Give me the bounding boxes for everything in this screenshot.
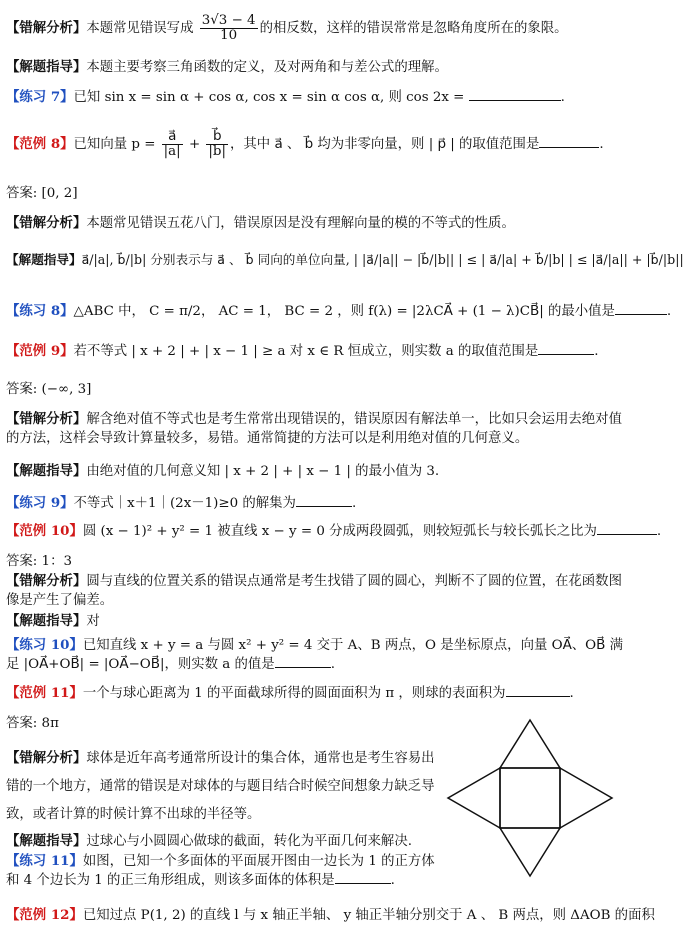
answer-blank[interactable]: [469, 88, 561, 101]
error-analysis-line: [6, 572, 634, 610]
fraction-numerator: b⃗: [206, 130, 228, 145]
answer-blank[interactable]: [335, 871, 391, 884]
example-8-line: [6, 130, 634, 159]
answer-blank[interactable]: [615, 302, 667, 315]
error-analysis-tag: 【错解分析】: [6, 750, 87, 766]
answer-blank[interactable]: [539, 135, 599, 148]
solution-guide-line: [6, 462, 634, 481]
exercise-7-line: [6, 88, 634, 107]
error-analysis-tag: 【错解分析】: [6, 215, 87, 231]
polyhedron-net-figure: [440, 718, 640, 888]
error-analysis-line: [6, 14, 634, 43]
text: 本题常见错误五花八门，错误原因是没有理解向量的模的不等式的性质。: [86, 216, 515, 231]
text: △ABC 中， C = π/2， AC = 1， BC = 2 ，则 f(λ) = |2λCA⃗ + (1 − λ)CB⃗| 的最小值是: [73, 304, 615, 319]
error-analysis-line: [6, 744, 440, 829]
text: a⃗/|a|, b⃗/|b|: [81, 252, 147, 267]
text: .: [656, 524, 662, 539]
error-analysis-tag: 【错解分析】: [6, 573, 87, 589]
text: 如图，已知一个多面体的平面展开图由一边长为 1 的正方体和 4 个边长为 1 的正三角形组成，则该多面体的体积是: [6, 854, 435, 888]
text: 本题主要考察三角函数的定义，及对两角和与差公式的理解。: [86, 60, 448, 75]
answer-blank[interactable]: [296, 494, 352, 507]
solution-guide-tag: 【解题指导】: [6, 833, 87, 849]
text: .: [390, 873, 395, 888]
net-triangle-left: [448, 768, 500, 828]
fraction: [162, 130, 183, 159]
example-tag: 【范例 8】: [6, 136, 74, 152]
fraction: [206, 130, 228, 159]
text: 若不等式 | x + 2 | + | x − 1 | ≥ a 对 x ∈ R 恒成立，则实数 a 的取值范围是: [73, 344, 539, 359]
solution-guide-line: [6, 58, 634, 77]
text: 分别表示与 a⃗ 、 b⃗ 同向的单位向量,: [146, 252, 354, 267]
text: 解含绝对值不等式也是考生常常出现错误的，错误原因有解法单一，比如只会运用去绝对值的方法，这样会导致计算量较多，易错。通常简捷的方法可以是利用绝对值的几何意义。: [6, 412, 622, 446]
text: .: [569, 686, 574, 701]
text: .: [330, 657, 335, 672]
exercise-tag: 【练习 7】: [6, 89, 74, 105]
text: 已知向量 p =: [73, 137, 160, 152]
example-9-line: [6, 342, 634, 361]
text: 已知过点 P(1, 2) 的直线 l 与 x 轴正半轴、 y 轴正半轴分别交于 A 、 B 两点，则 ΔAOB 的面积: [82, 908, 655, 923]
text: 本题常见错误写成: [86, 21, 194, 36]
solution-guide-tag: 【解题指导】: [6, 463, 87, 479]
text: 已知 sin x = sin α + cos α, cos x = sin α cos α, 则 cos 2x =: [73, 90, 469, 105]
solution-guide-tag: 【解题指导】: [6, 613, 87, 629]
exercise-tag: 【练习 9】: [6, 495, 74, 511]
exercise-tag: 【练习 10】: [6, 637, 83, 653]
answer-line: 答案: [0, 2]: [6, 186, 78, 201]
text: | |a⃗/|a|| − |b⃗/|b|| | ≤ | a⃗/|a| + b⃗/|b| | ≤ |a⃗/|a|| + |b⃗/|b||: [353, 252, 684, 267]
example-12-line: [6, 906, 655, 925]
net-triangle-top: [500, 720, 560, 768]
text: 对: [86, 614, 100, 629]
text: .: [351, 496, 357, 511]
fraction-denominator: 10: [220, 28, 238, 43]
text: .: [666, 304, 672, 319]
fraction-denominator: |b|: [208, 144, 227, 159]
fraction-denominator: |a|: [163, 144, 181, 159]
text: 过球心与小圆圆心做球的截面，转化为平面几何来解决.: [86, 834, 412, 849]
example-11-line: [6, 684, 634, 703]
text: 圆 (x − 1)² + y² = 1 被直线 x − y = 0 分成两段圆弧，则较短弧长与较长弧长之比为: [82, 524, 597, 539]
exercise-10-line: [6, 636, 634, 674]
exercise-tag: 【练习 8】: [6, 303, 74, 319]
fraction-numerator: a⃗: [162, 130, 183, 145]
solution-guide-tag: 【解题指导】: [6, 252, 82, 267]
exercise-9-line: [6, 494, 634, 513]
text: 圆与直线的位置关系的错误点通常是考生找错了圆的圆心，判断不了圆的位置，在花函数图像是产生了偏差。: [6, 574, 622, 608]
answer-line: 答案: 8π: [6, 716, 59, 731]
example-tag: 【范例 12】: [6, 907, 83, 923]
fraction-numerator: 3√3 − 4: [201, 13, 256, 28]
text: 一个与球心距离为 1 的平面截球所得的圆面面积为 π ，则球的表面积为: [82, 686, 506, 701]
example-tag: 【范例 9】: [6, 343, 74, 359]
text: 球体是近年高考通常所设计的集合体，通常也是考生容易出错的一个地方，通常的错误是对球体的与题目结合时候空间想象力缺乏导致，或者计算的时候计算不出球的半径等。: [6, 751, 435, 822]
error-analysis-line: [6, 214, 634, 233]
text: .: [599, 137, 604, 152]
error-analysis-tag: 【错解分析】: [6, 411, 87, 427]
error-analysis-line: [6, 410, 634, 448]
example-tag: 【范例 10】: [6, 523, 83, 539]
text: 由绝对值的几何意义知 | x + 2 | + | x − 1 | 的最小值为 3.: [86, 464, 440, 479]
net-triangle-right: [560, 768, 612, 828]
answer-blank[interactable]: [538, 342, 594, 355]
answer-line: 答案: 1：3: [6, 554, 72, 569]
answer-blank[interactable]: [506, 684, 570, 697]
exercise-tag: 【练习 11】: [6, 853, 83, 869]
solution-guide-line: [6, 832, 634, 851]
example-10-line: [6, 522, 662, 541]
answer-blank[interactable]: [597, 522, 657, 535]
exercise-8-line: [6, 302, 672, 321]
answer-blank[interactable]: [275, 655, 331, 668]
text: ，其中 a⃗ 、 b⃗ 均为非零向量，则 | p⃗ | 的取值范围是: [230, 137, 540, 152]
text: +: [184, 137, 205, 152]
answer-line: 答案: (−∞, 3]: [6, 382, 92, 397]
text: 的相反数，这样的错误常常是忽略角度所在的象限。: [259, 21, 568, 36]
solution-guide-tag: 【解题指导】: [6, 59, 87, 75]
text: 已知直线 x + y = a 与圆 x² + y² = 4 交于 A、B 两点，O 是坐标原点，向量 OA⃗、OB⃗ 满足 |OA⃗+OB⃗| = |OA⃗−OB⃗|，则实数 a 的值是: [6, 638, 623, 672]
error-analysis-tag: 【错解分析】: [6, 20, 87, 36]
text: .: [560, 90, 565, 105]
solution-guide-line: [6, 250, 684, 269]
exercise-11-line: [6, 852, 440, 890]
fraction: [200, 14, 258, 43]
text: 不等式｜x＋1｜(2x－1)≥0 的解集为: [73, 496, 296, 511]
net-square: [500, 768, 560, 828]
solution-guide-line: [6, 612, 634, 631]
example-tag: 【范例 11】: [6, 685, 83, 701]
text: .: [594, 344, 599, 359]
